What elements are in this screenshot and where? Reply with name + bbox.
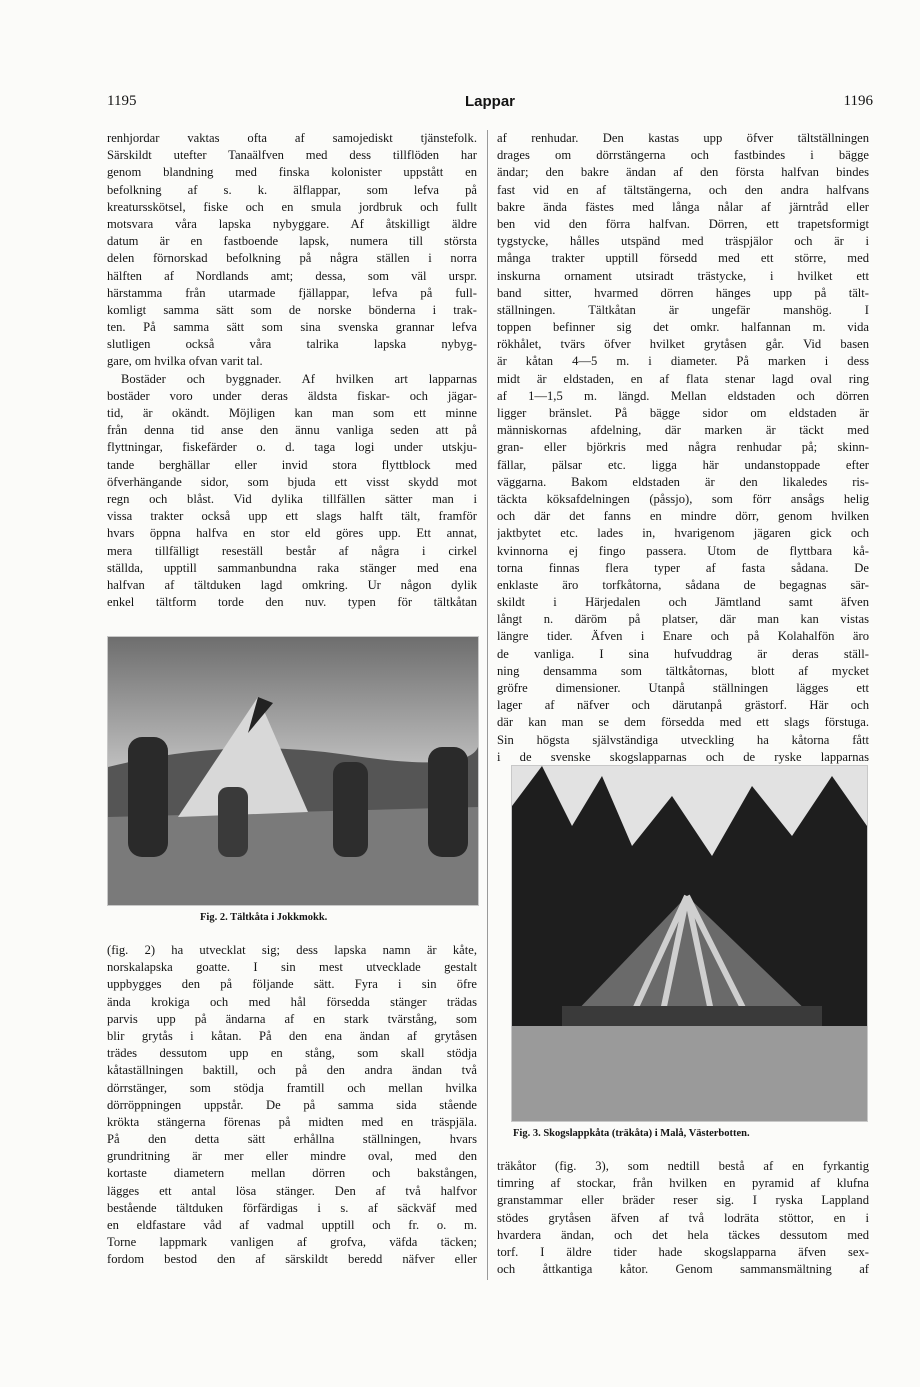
text-line: kåtaställningen baktill, och på den andra ändan två (107, 1063, 477, 1078)
figure-2-photo (107, 636, 479, 906)
text-line: enklaste äro torfkåtorna, sådana de begagnas sär- (497, 577, 869, 592)
text-line: kortaste diametern mellan dörren och bakstången, (107, 1166, 477, 1181)
text-line: datum är en fastboende lapsk, numera till största (107, 234, 477, 249)
text-line: människornas afdelning, där marken är täckt med (497, 423, 869, 438)
text-line: trädes dessutom upp en stång, som skall stödja (107, 1046, 477, 1061)
text-line: halfvan af tältduken lagd omkring. Ur någon dylik (107, 577, 477, 592)
text-line: en eldfastare våd af vadmal upptill och fr. o. m. (107, 1218, 477, 1232)
left-column-bottom-text (107, 942, 477, 1269)
text-line: krökta stängerna förenas på midten med en träspjäla. (107, 1114, 477, 1129)
text-line: delen förnorskad befolkning på några ställen i norra (107, 251, 477, 266)
text-line: från denna tid anse den ännu vanliga seden att på (107, 423, 477, 438)
text-line: ten. På samma sätt som sina svenska grannar lefva (107, 320, 477, 335)
text-line: grundritning är mer eller mindre oval, med den (107, 1149, 477, 1164)
text-line: härstamma från utarmade fjällappar, lefva på full- (107, 285, 477, 300)
text-line: många trakter upptill försedd med ett större, med (497, 251, 869, 266)
text-line: ligger bränslet. På bägge sidor om eldstaden är (497, 406, 869, 420)
text-line: i de svenske skogslapparnas och de ryske lapparnas (497, 749, 869, 764)
text-line: är kåtan 4—5 m. i diameter. På marken i dess (497, 354, 869, 369)
text-line: slutligen också våra talrika lapska nybyg- (107, 337, 477, 352)
text-line: jaktbytet etc. lades in, hvarigenom jägaren gick och (497, 526, 869, 541)
text-line: parvis upp på ändarna af en stark tvärstång, som (107, 1011, 477, 1026)
column-divider (487, 130, 488, 1280)
left-column-top-text (107, 130, 477, 611)
text-line: gröfre dimensioner. Utanpå ställningen lägges ett (497, 681, 869, 695)
text-line: bestående tältduken förfärdigas i s. af säckväf med (107, 1200, 477, 1215)
text-line: tid, är okändt. Möjligen kan man som ett minne (107, 406, 477, 420)
text-line: drages om dörrstängerna och fastbindes i bägge (497, 148, 869, 163)
text-line: hälften af Nordlands amt; dessa, som väl urspr. (107, 268, 477, 283)
text-line: kreatursskötsel, fiske och en smula jordbruk och fullt (107, 199, 477, 214)
text-line: ställda, upptill sammanbundna raka stänger med ena (107, 560, 477, 575)
page-title: Lappar (464, 93, 515, 110)
text-line: täckta köksafdelningen (påssjo), som förr ansågs helig (497, 491, 869, 506)
text-line: flyttningar, fiskefärder o. d. taga logi under utskju- (107, 440, 477, 455)
text-line: ställningen. Tältkåtan är ungefär manshög. I (497, 302, 869, 317)
text-line: granstammar eller bräder reser sig. I ryska Lappland (497, 1193, 869, 1208)
text-line: de vanliga. I sina hufvuddrag är deras ställ- (497, 646, 869, 661)
text-line: rökhålet, tvärs öfver hvilket grytåsen går. Vid basen (497, 337, 869, 352)
text-line: Bostäder och byggnader. Af hvilken art lapparnas (121, 371, 477, 386)
text-line: Sin högsta självständiga utveckling ha kåtorna fått (497, 732, 869, 747)
page-number-left: 1195 (107, 93, 137, 109)
text-line: ben vid den förra halfvan. Dörren, ett trapetsformigt (497, 216, 869, 231)
text-line: timring af stockar, från hvilken en pyramid af klufna (497, 1176, 869, 1191)
text-line: och åttkantiga kåtor. Genom sammansmältning af (497, 1262, 869, 1277)
text-line: fällar, pälsar etc. ligga här undanstoppade efter (497, 457, 869, 472)
text-line: inskurna ornament utsiradt trästycke, i hvilket ett (497, 268, 869, 283)
tent-kata-photo (108, 637, 478, 905)
text-line: af 1—1,5 m. längd. Mellan eldstaden och dörren (497, 388, 869, 403)
text-line: enkel tältform torde den nuv. typen för tältkåtan (107, 595, 477, 610)
text-line: renhjordar vaktas ofta af samojediskt tjänstefolk. (107, 131, 477, 145)
text-line: ning densamma som tältkåtornas, blott af mycket (497, 663, 869, 678)
text-line: komligt samma sätt som de norske bönderna i trak- (107, 302, 477, 317)
text-line: långt n. däröm på platser, där man kan vistas (497, 612, 869, 627)
text-line: befolkning af s. k. älflappar, som lefva på (107, 182, 477, 197)
text-line: norskalapska goatte. I sin mest utvecklade gestalt (107, 960, 477, 975)
text-line: bakre ända fästes med långa nålar af järntråd eller (497, 199, 869, 214)
text-line: Särskildt utefter Tanaälfven med dess tillflöden har (107, 148, 477, 163)
wooden-kata-photo (512, 766, 867, 1121)
text-line: väggarna. Bakom eldstaden är den likaledes ris- (497, 474, 869, 489)
text-line: skildt i Härjedalen och Jämtland samt äfven (497, 595, 869, 610)
text-line: längre tider. Äfven i Enare och på Kolahalfön äro (497, 629, 869, 644)
page-number-right: 1196 (843, 93, 873, 109)
text-line: motsvara våra lapska nybyggare. Af åtskilligt äldre (107, 216, 477, 231)
text-line: fordom bestod den af särskildt beredd näfver eller (107, 1252, 477, 1267)
text-line: ändar; den bakre ändan af den första halfvan bindes (497, 165, 869, 180)
text-line: vissa trakter också upp ett slags halft tält, framför (107, 509, 477, 524)
text-line: torf. I äldre tider hade skogslapparna äfven sex- (497, 1244, 869, 1259)
figure-3-caption: Fig. 3. Skogslappkåta (träkåta) i Malå, Västerbotten. (513, 1128, 750, 1139)
text-line: stödes grytåsen äfven af två lodräta stöttor, en i (497, 1210, 869, 1225)
text-line: öfverhängande sidor, som bjuda ett visst skydd mot (107, 474, 477, 489)
text-line: band sitter, hvarmed dörren hänges upp på tält- (497, 285, 869, 300)
text-line: hvars öppna halfva en stor eld göres upp. Ett annat, (107, 526, 477, 541)
figure-3-photo (511, 765, 868, 1122)
text-line: kvinnorna ej fingo passera. Utom de flyttbara kå- (497, 543, 869, 558)
text-line: hvardera ändan, och det hela täckes dessutom med (497, 1227, 869, 1242)
text-line: toppen befinner sig det omkr. halfannan m. vida (497, 320, 869, 335)
text-line: och där det fanns en mindre dörr, genom hvilken (497, 509, 869, 524)
text-line: blir grytås i kåtan. På den ena ändan af grytåsen (107, 1028, 477, 1043)
text-line: Torne lappmark vanligen af grofva, väfda täcken; (107, 1235, 477, 1250)
text-line: (fig. 2) ha utvecklat sig; dess lapska namn är kåte, (107, 943, 477, 957)
text-line: regn och blåst. Vid dylika tillfällen sätter man i (107, 491, 477, 506)
right-column-top-text (497, 130, 869, 766)
text-line: genom blandning med finska kolonister uppstått en (107, 165, 477, 180)
text-line: På den detta sätt erhållna ställningen, hvars (107, 1132, 477, 1147)
text-line: tygstycke, hålles utspänd med träspjälor och är i (497, 234, 869, 249)
text-line: lägges ett antal lösa stänger. Den af två halfvor (107, 1183, 477, 1198)
text-line: lager af näfver och därutanpå grästorf. Här och (497, 698, 869, 713)
text-line: tande berghällar eller invid stora flyttblock med (107, 457, 477, 472)
text-line: där kan man se dem försedda med ett slags förstuga. (497, 715, 869, 730)
text-line: dörrstänger, som stödja framtill och mellan hvilka (107, 1080, 477, 1095)
text-line: midt är eldstaden, en af flata stenar lagd oval ring (497, 371, 869, 386)
right-column-bottom-text (497, 1158, 869, 1278)
text-line: af renhudar. Den kastas upp öfver tältställningen (497, 131, 869, 145)
text-line: gare, om hvilka ofvan varit tal. (107, 354, 263, 369)
text-line: fast vid en af tältstängerna, och den andra halfvans (497, 182, 869, 197)
text-line: bostäder voro under deras äldsta fiskar- och jägar- (107, 388, 477, 403)
text-line: uppbygges den på följande sätt. Fyra i sin öfre (107, 977, 477, 992)
text-line: mera tillfälligt reseställ består af några i cirkel (107, 543, 477, 558)
text-line: gran- eller björkris med några renhudar på; skinn- (497, 440, 869, 455)
text-line: torna finnas flera typer af fasta sådana. De (497, 560, 869, 575)
figure-2-caption: Fig. 2. Tältkåta i Jokkmokk. (200, 912, 328, 923)
page-header (107, 93, 873, 115)
text-line: ända krokiga och med hål försedda stänger trädas (107, 994, 477, 1009)
text-line: dörröppningen uppstår. De på samma sida stående (107, 1097, 477, 1112)
text-line: träkåtor (fig. 3), som nedtill bestå af en fyrkantig (497, 1159, 869, 1173)
